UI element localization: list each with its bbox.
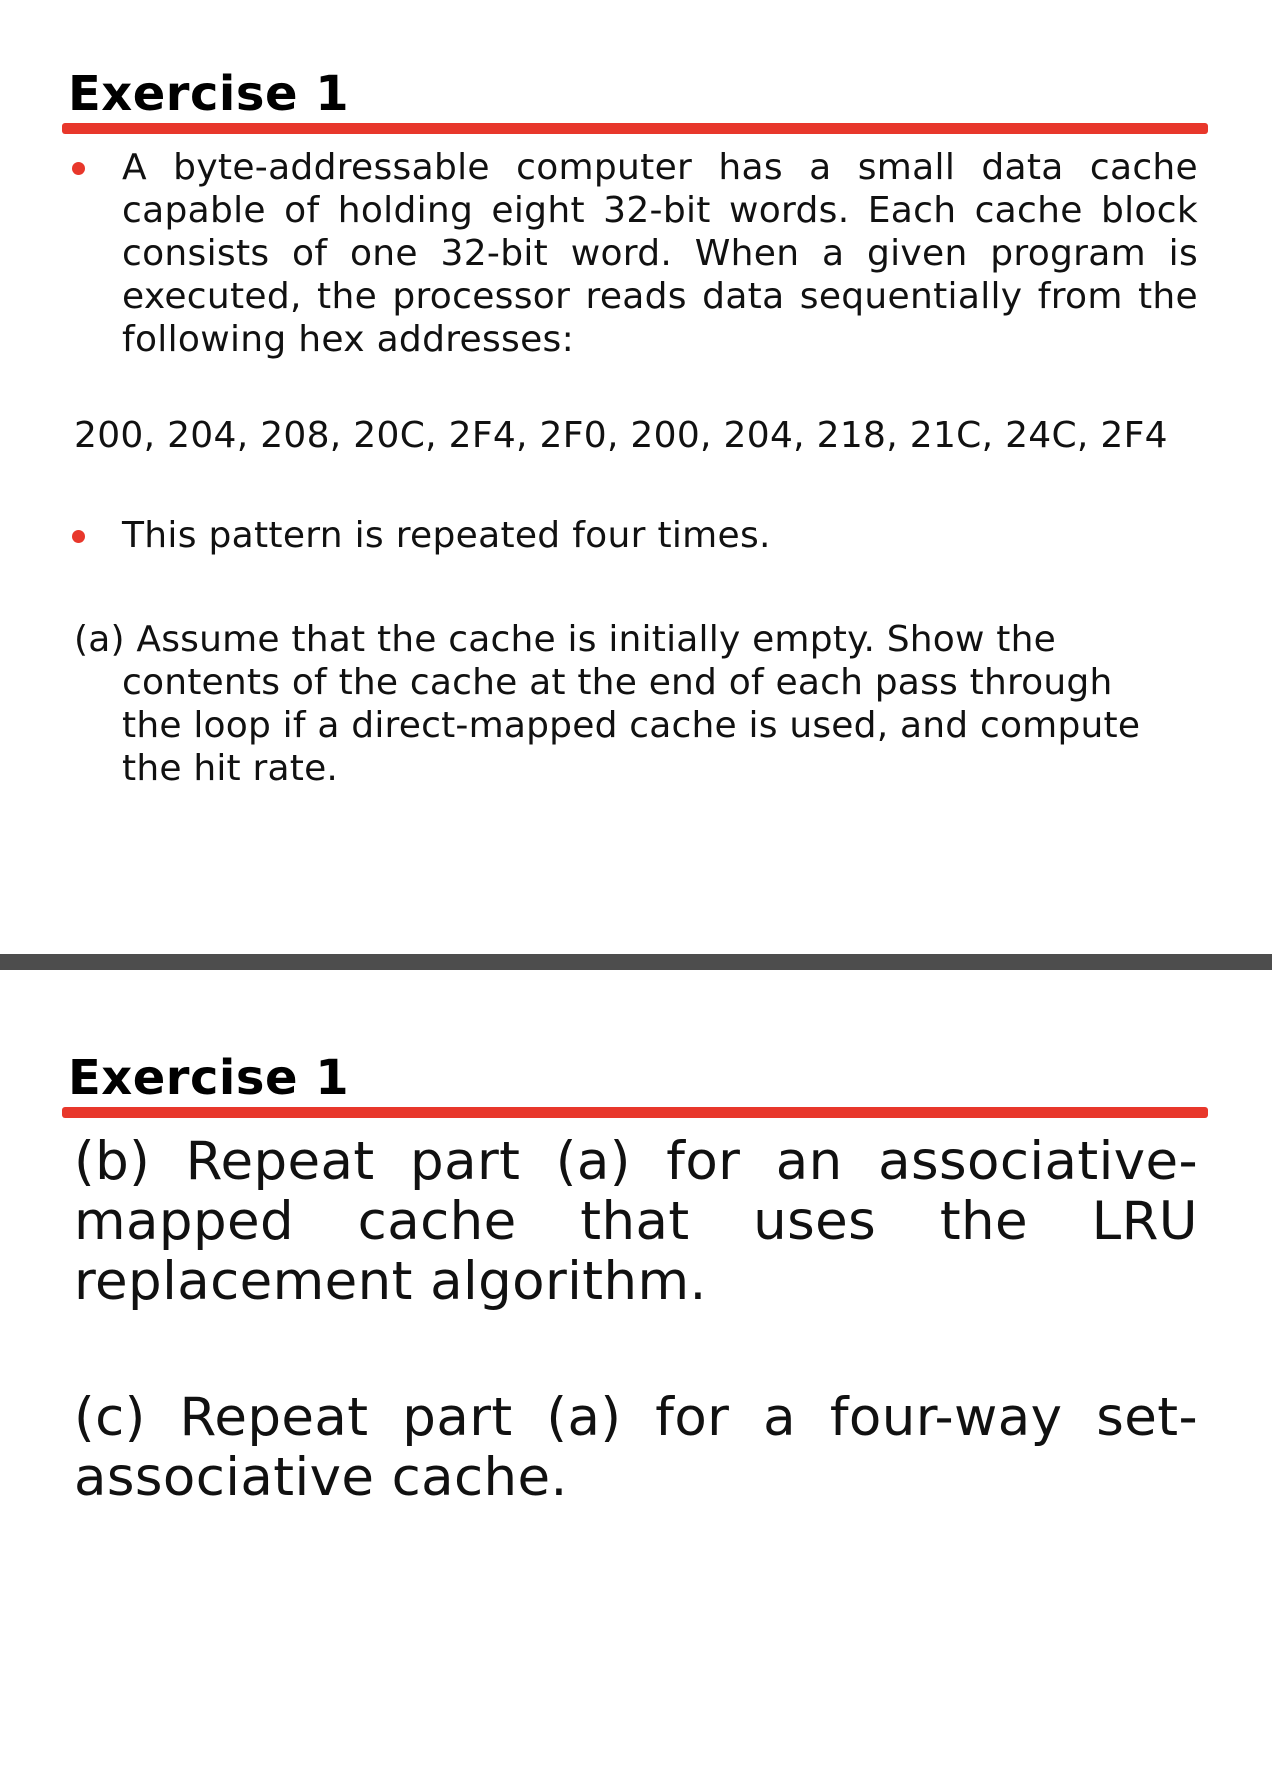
title-underline: [62, 1107, 1208, 1118]
bullet-item: [72, 514, 1198, 557]
question-part-b: (b) Repeat part (a) for an associative-mapped cache that uses the LRU replacement algorithm.: [74, 1131, 1198, 1312]
bullet-item: [72, 146, 1198, 361]
slide-title: Exercise 1: [68, 1050, 350, 1106]
problem-statement: A byte-addressable computer has a small data cache capable of holding eight 32-bit words. Each cache block consists of one 32-bit word. When a given program is executed, the processor reads data sequentially from the following hex addresses:: [122, 147, 1198, 360]
question-part-a: (a) Assume that the cache is initially empty. Show the contents of the cache at the end of each pass through the loop if a direct-mapped cache is used, and compute the hit rate.: [74, 619, 1141, 789]
slide-2: [0, 970, 1272, 1774]
question-part-c: (c) Repeat part (a) for a four-way set-associative cache.: [74, 1387, 1198, 1508]
address-sequence: 200, 204, 208, 20C, 2F4, 2F0, 200, 204, 218, 21C, 24C, 2F4: [74, 415, 1168, 456]
repeat-note: This pattern is repeated four times.: [122, 515, 771, 556]
title-underline: [62, 123, 1208, 134]
slide-divider: [0, 954, 1272, 970]
slide-title: Exercise 1: [68, 66, 350, 122]
bullet-dot-icon: [72, 162, 85, 175]
bullet-dot-icon: [72, 530, 85, 543]
